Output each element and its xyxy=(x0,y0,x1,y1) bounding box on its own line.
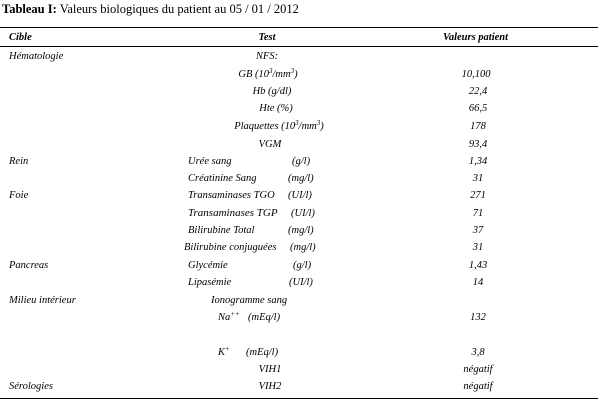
cible-serologies: Sérologies xyxy=(9,381,53,392)
test-nfs: NFS: xyxy=(255,51,279,62)
cible-rein: Rein xyxy=(9,156,29,167)
test-gb: GB $(10^3/mm^3)$ xyxy=(238,67,298,80)
unit-creatinine: (mg/l) xyxy=(288,173,314,184)
test-glycemie: Glycémie xyxy=(188,260,228,271)
value-uree: 1,34 xyxy=(468,156,488,167)
unit-k: (mEq/l) xyxy=(246,347,279,358)
value-tgp: 71 xyxy=(472,208,484,219)
test-vgm: VGM xyxy=(258,139,282,150)
value-tgo: 271 xyxy=(470,190,486,201)
caption-label: Tableau I: xyxy=(2,2,57,16)
table-caption xyxy=(2,2,299,17)
test-plaquettes: Plaquettes $(10^3/mm^3)$ xyxy=(234,119,324,132)
test-vih1: VIH1 xyxy=(258,364,282,375)
test-lipasemie: Lipasémie xyxy=(188,277,232,288)
test-tgo: Transaminases TGO xyxy=(188,190,275,201)
test-ionogramme: Ionogramme sang xyxy=(211,295,288,306)
unit-lipasemie: (UI/l) xyxy=(289,277,313,288)
value-lipasemie: 14 xyxy=(472,277,484,288)
unit-na: (mEq/l) xyxy=(248,312,281,323)
header-cible: Cible xyxy=(9,32,32,43)
value-hte: 66,5 xyxy=(468,103,488,114)
test-creatinine: Créatinine Sang xyxy=(188,173,257,184)
header-test: Test xyxy=(258,32,276,43)
bottom-rule xyxy=(0,398,598,399)
header-rule xyxy=(0,46,598,47)
test-tgp: Transaminases TGP xyxy=(188,207,278,219)
test-hb: Hb (g/dl) xyxy=(252,86,292,97)
cible-hematologie: Hématologie xyxy=(9,51,64,62)
value-na: 132 xyxy=(470,312,486,323)
unit-bilirubine-conjuguees: (mg/l) xyxy=(290,242,316,253)
unit-tgo: (UI/l) xyxy=(288,190,312,201)
top-rule xyxy=(0,27,598,28)
test-k: K+ xyxy=(218,345,230,358)
cible-milieu-interieur: Milieu intérieur xyxy=(9,295,76,306)
value-hb: 22,4 xyxy=(468,86,488,97)
test-bilirubine-total: Bilirubine Total xyxy=(188,225,255,236)
caption-text: Valeurs biologiques du patient au 05 / 01 / 2012 xyxy=(59,2,299,16)
test-uree: Urée sang xyxy=(188,156,232,167)
header-valeurs: Valeurs patient xyxy=(443,32,509,43)
value-glycemie: 1,43 xyxy=(468,260,488,271)
value-vgm: 93,4 xyxy=(468,139,488,150)
value-bilirubine-conjuguees: 31 xyxy=(472,242,484,253)
value-plaquettes: 178 xyxy=(470,121,486,132)
value-vih1: négatif xyxy=(463,364,493,375)
test-bilirubine-conjuguees: Bilirubine conjuguées xyxy=(184,242,277,253)
value-gb: 10,100 xyxy=(461,69,491,80)
value-creatinine: 31 xyxy=(472,173,484,184)
unit-uree: (g/l) xyxy=(292,156,311,167)
value-k: 3,8 xyxy=(471,347,485,358)
cible-foie: Foie xyxy=(9,190,29,201)
value-bilirubine-total: 37 xyxy=(472,225,484,236)
cible-pancreas: Pancreas xyxy=(9,260,49,271)
value-vih2: négatif xyxy=(463,381,493,392)
unit-glycemie: (g/l) xyxy=(293,260,312,271)
test-na: Na++ xyxy=(218,310,240,323)
test-hte: Hte (%) xyxy=(259,103,293,114)
unit-bilirubine-total: (mg/l) xyxy=(288,225,314,236)
test-vih2: VIH2 xyxy=(258,381,282,392)
unit-tgp: (UI/l) xyxy=(291,208,315,219)
